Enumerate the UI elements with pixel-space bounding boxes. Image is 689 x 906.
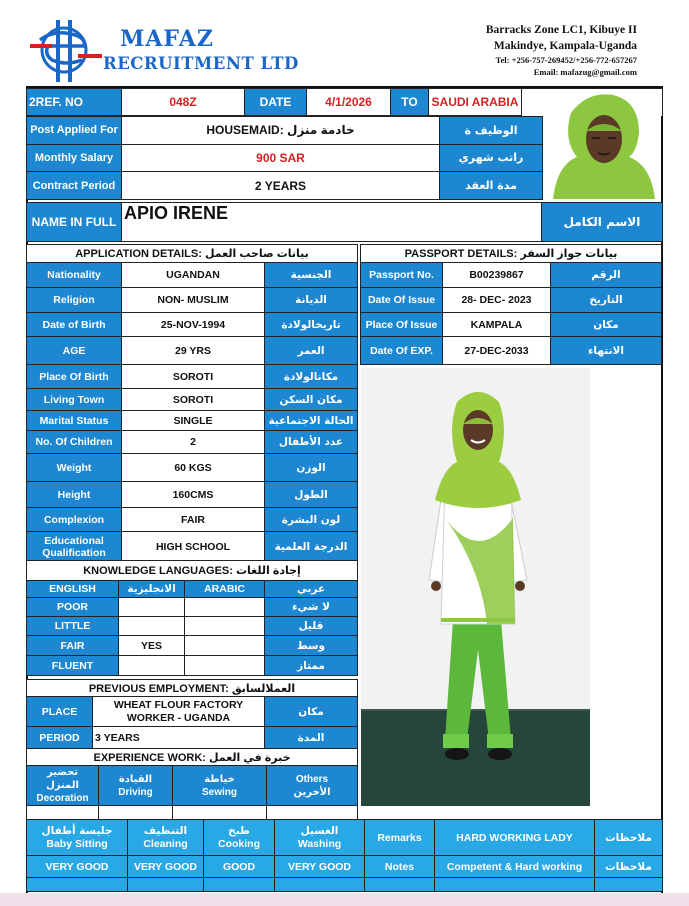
to-label: TO — [391, 89, 429, 116]
experience-title: EXPERIENCE WORK: خبرة في العمل — [27, 749, 358, 766]
company-email: Email: mafazug@gmail.com — [533, 67, 637, 77]
app-value-complexion: FAIR — [122, 508, 265, 532]
exp-driving-ar: القيادة — [118, 773, 153, 785]
pass-ar-issue-date: التاريخ — [551, 288, 662, 313]
exp-sewing-en: Sewing — [201, 786, 237, 798]
app-value-pob: SOROTI — [122, 365, 265, 389]
app-ar-children: عدد الأطفال — [265, 431, 358, 454]
notes-label: Notes — [365, 856, 435, 878]
pass-ar-number: الرقم — [551, 263, 662, 288]
pass-value-expiry: 27-DEC-2033 — [443, 337, 551, 365]
portrait-photo — [543, 93, 661, 199]
app-value-age: 29 YRS — [122, 337, 265, 365]
app-label-dob: Date of Birth — [27, 313, 122, 337]
salary-ar: راتب شهري — [440, 144, 543, 172]
exp-decoration — [27, 766, 99, 806]
exp-others — [267, 766, 358, 806]
pass-label-issue-date: Date Of Issue — [361, 288, 443, 313]
skill-baby-sitting-value: VERY GOOD — [27, 856, 128, 878]
app-ar-town: مكان السكن — [265, 389, 358, 411]
skill-cooking-value: GOOD — [204, 856, 275, 878]
full-body-photo — [361, 368, 590, 806]
experience-table — [26, 748, 358, 827]
name-ar: الاسم الكامل — [542, 203, 663, 242]
app-value-marital: SINGLE — [122, 411, 265, 431]
app-ar-education: الدرجة العلمية — [265, 532, 358, 563]
app-ar-pob: مكانالولادة — [265, 365, 358, 389]
app-ar-age: العمر — [265, 337, 358, 365]
passport-title: PASSPORT DETAILS: بيانات جواز السفر — [361, 245, 662, 263]
app-ar-dob: تاريخالولادة — [265, 313, 358, 337]
address-line2: Makindye, Kampala-Uganda — [493, 40, 637, 52]
post-value: HOUSEMAID: خادمة منزل — [122, 117, 440, 145]
company-subname: RECRUITMENT LTD — [103, 54, 299, 73]
name-row — [26, 202, 663, 242]
contract-value: 2 YEARS — [122, 172, 440, 200]
lang-ar-fair: وسط — [265, 636, 358, 656]
skill-washing-en: Washing — [297, 837, 342, 850]
pass-ar-issue-place: مكان — [551, 313, 662, 337]
employment-table — [26, 679, 358, 749]
pass-ar-expiry: الانتهاء — [551, 337, 662, 365]
emp-period-value: 3 YEARS — [93, 727, 265, 749]
app-label-nationality: Nationality — [27, 263, 122, 288]
lang-english-ar-header: الانجليزية — [119, 581, 185, 598]
exp-others-en: Others — [295, 773, 329, 785]
skill-baby-sitting-ar: جليسة أطفال — [41, 824, 113, 837]
pass-value-number: B00239867 — [443, 263, 551, 288]
skill-cooking-en: Cooking — [218, 837, 260, 850]
post-table — [26, 116, 543, 200]
skill-washing — [275, 820, 365, 856]
lang-arabic-header: ARABIC — [185, 581, 265, 598]
skill-cooking — [204, 820, 275, 856]
salary-label: Monthly Salary — [27, 144, 122, 172]
skill-washing-ar: الغسيل — [300, 824, 339, 837]
post-ar: الوظيف ة — [440, 117, 543, 145]
app-value-dob: 25-NOV-1994 — [122, 313, 265, 337]
skill-blank-1 — [27, 878, 128, 892]
company-tel: Tel: +256-757-269452/+256-772-657267 — [495, 55, 637, 65]
ref-value: 048Z — [122, 89, 245, 116]
app-label-pob: Place Of Birth — [27, 365, 122, 389]
app-label-complexion: Complexion — [27, 508, 122, 532]
app-value-weight: 60 KGS — [122, 454, 265, 482]
address-line1: Barracks Zone LC1, Kibuye II — [485, 24, 637, 36]
app-ar-weight: الوزن — [265, 454, 358, 482]
app-ar-religion: الديانة — [265, 288, 358, 313]
pass-label-number: Passport No. — [361, 263, 443, 288]
app-value-education: HIGH SCHOOL — [122, 532, 265, 563]
skill-baby-sitting-en: Baby Sitting — [46, 837, 108, 850]
application-title: APPLICATION DETAILS: بيانات صاحب العمل — [27, 245, 358, 263]
languages-table — [26, 560, 358, 676]
lang-english-poor — [119, 598, 185, 617]
name-label: NAME IN FULL — [27, 203, 122, 242]
app-label-height: Height — [27, 482, 122, 508]
exp-driving-en: Driving — [118, 786, 153, 798]
lang-arabic-ar-header: عربي — [265, 581, 358, 598]
lang-english-header: ENGLISH — [27, 581, 119, 598]
pass-value-issue-date: 28- DEC- 2023 — [443, 288, 551, 313]
skill-blank-6 — [435, 878, 595, 892]
name-value: APIO IRENE — [122, 203, 542, 242]
app-label-weight: Weight — [27, 454, 122, 482]
emp-period-ar: المدة — [265, 727, 358, 749]
skill-blank-5 — [365, 878, 435, 892]
app-label-town: Living Town — [27, 389, 122, 411]
application-table — [26, 244, 358, 563]
lang-level-fair: FAIR — [27, 636, 119, 656]
skill-cleaning-en: Cleaning — [143, 837, 188, 850]
company-address — [486, 22, 637, 78]
emp-place-value: WHEAT FLOUR FACTORY WORKER - UGANDA — [93, 697, 265, 727]
skill-washing-value: VERY GOOD — [275, 856, 365, 878]
contract-ar: مدة العقد — [440, 172, 543, 200]
skill-cleaning-ar: التنظيف — [143, 824, 188, 837]
lang-arabic-fluent — [185, 656, 265, 676]
exp-driving — [99, 766, 173, 806]
lang-ar-little: قليل — [265, 617, 358, 636]
app-value-height: 160CMS — [122, 482, 265, 508]
remarks-label: Remarks — [365, 820, 435, 856]
pass-label-issue-place: Place Of Issue — [361, 313, 443, 337]
company-logo — [26, 16, 116, 88]
app-value-nationality: UGANDAN — [122, 263, 265, 288]
languages-title: KNOWLEDGE LANGUAGES: إجادة اللغات — [27, 561, 358, 581]
app-value-children: 2 — [122, 431, 265, 454]
pass-value-issue-place: KAMPALA — [443, 313, 551, 337]
lang-level-little: LITTLE — [27, 617, 119, 636]
app-label-education: Educational Qualification — [27, 532, 122, 563]
app-ar-nationality: الجنسية — [265, 263, 358, 288]
exp-decoration-ar: تحضير المنزل — [46, 767, 79, 791]
notes-ar: ملاحظات — [595, 856, 663, 878]
exp-sewing — [173, 766, 267, 806]
skills-table — [26, 819, 663, 892]
salary-value: 900 SAR — [122, 144, 440, 172]
bottom-strip — [0, 893, 689, 906]
lang-arabic-poor — [185, 598, 265, 617]
post-label: Post Applied For — [27, 117, 122, 145]
app-ar-height: الطول — [265, 482, 358, 508]
employment-title: PREVIOUS EMPLOYMENT: العملالسابق — [27, 680, 358, 697]
passport-table — [360, 244, 662, 365]
skill-baby-sitting — [27, 820, 128, 856]
skill-cooking-ar: طبخ — [228, 824, 250, 837]
notes-value: Competent & Hard working — [435, 856, 595, 878]
date-label: DATE — [245, 89, 307, 116]
app-ar-marital: الحالة الاجتماعية — [265, 411, 358, 431]
lang-ar-fluent: ممتاز — [265, 656, 358, 676]
exp-decoration-en: Decoration — [36, 793, 89, 804]
emp-place-ar: مكان — [265, 697, 358, 727]
pass-label-expiry: Date Of EXP. — [361, 337, 443, 365]
date-value: 4/1/2026 — [307, 89, 391, 116]
app-label-children: No. Of Children — [27, 431, 122, 454]
lang-ar-poor: لا شيء — [265, 598, 358, 617]
skill-blank-3 — [204, 878, 275, 892]
app-label-religion: Religion — [27, 288, 122, 313]
app-label-age: AGE — [27, 337, 122, 365]
emp-place-label: PLACE — [27, 697, 93, 727]
lang-arabic-little — [185, 617, 265, 636]
skill-blank-4 — [275, 878, 365, 892]
exp-others-ar: الأخرين — [293, 786, 331, 798]
to-value: SAUDI ARABIA — [429, 89, 522, 116]
ref-label: 2REF. NO — [27, 89, 122, 116]
lang-level-fluent: FLUENT — [27, 656, 119, 676]
lang-arabic-fair — [185, 636, 265, 656]
skill-blank-7 — [595, 878, 663, 892]
app-label-marital: Marital Status — [27, 411, 122, 431]
remarks-value: HARD WORKING LADY — [435, 820, 595, 856]
skill-cleaning — [128, 820, 204, 856]
lang-english-fluent — [119, 656, 185, 676]
lang-english-little — [119, 617, 185, 636]
company-name: MAFAZ — [120, 26, 214, 52]
lang-english-fair: YES — [119, 636, 185, 656]
remarks-ar: ملاحظات — [595, 820, 663, 856]
app-value-religion: NON- MUSLIM — [122, 288, 265, 313]
lang-level-poor: POOR — [27, 598, 119, 617]
skill-cleaning-value: VERY GOOD — [128, 856, 204, 878]
contract-label: Contract Period — [27, 172, 122, 200]
skill-blank-2 — [128, 878, 204, 892]
exp-sewing-ar: خياطة — [204, 773, 235, 785]
emp-period-label: PERIOD — [27, 727, 93, 749]
app-value-town: SOROTI — [122, 389, 265, 411]
app-ar-complexion: لون البشرة — [265, 508, 358, 532]
